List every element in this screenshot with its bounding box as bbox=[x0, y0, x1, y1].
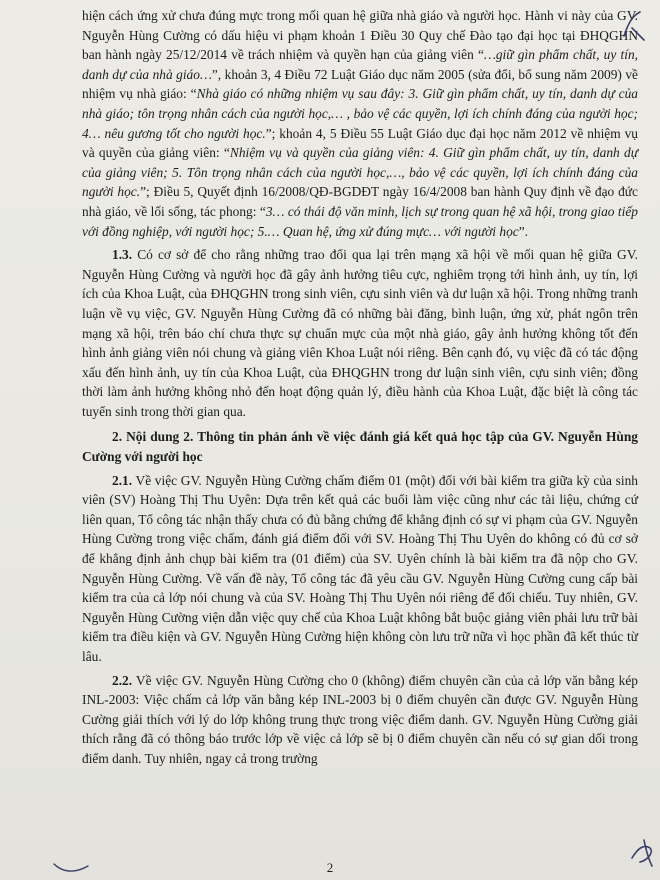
text-run: ”; khoản 4, 5 Điều 55 Luật Giáo dục đại học năm 2012 về nhiệm vụ và quyền của giảng viên: “ bbox=[82, 125, 638, 161]
section-heading-2 bbox=[82, 427, 638, 466]
text-run: 2.2. bbox=[112, 672, 133, 688]
text-run: Về việc GV. Nguyễn Hùng Cường cho 0 (không) điểm chuyên cần của cả lớp văn bằng kép INL-2003: Việc chấm cả lớp văn bằng kép INL-2003 bị 0 điểm chuyên cần được GV. Nguyễn Hùng Cường giải thích với lý do lớp không trung thực trong việc điểm danh. GV. Nguyễn Hùng Cường giải thích rằng đã có thông báo trước lớp về việc cả lớp sẽ bị 0 điểm chuyên cần nếu có sự gian dối trong điểm danh. Tuy nhiên, ngay cả trong trường bbox=[82, 672, 638, 766]
text-run: ”, khoản 3, 4 Điều 72 Luật Giáo dục năm 2005 (sửa đổi, bổ sung năm 2009) về nhiệm vụ nhà giáo: “ bbox=[82, 66, 638, 102]
text-run: 3… có thái độ văn minh, lịch sự trong quan hệ xã hội, trong giao tiếp với đồng nghiệp, với người học; 5.… Quan hệ, ứng xử đúng mực… với người học bbox=[82, 203, 638, 239]
document-body bbox=[82, 6, 638, 769]
paragraph-2-2 bbox=[82, 671, 638, 769]
text-run: 2. Nội dung 2. Thông tin phản ánh về việc đánh giá kết quả học tập của GV. Nguyễn Hùng Cường với người học bbox=[82, 429, 638, 465]
text-run: …giữ gìn phẩm chất, uy tín, danh dự của nhà giáo… bbox=[82, 47, 638, 82]
paragraph-1-3-continuation bbox=[82, 6, 638, 241]
text-run: ”; Điều 5, Quyết định 16/2008/QĐ-BGDĐT ngày 16/4/2008 ban hành Quy định về đạo đức nhà giáo, về lối sống, tác phong: “ bbox=[82, 184, 638, 219]
handwritten-mark-top-right bbox=[618, 6, 648, 46]
text-run: Có cơ sở để cho rằng những trao đổi qua lại trên mạng xã hội về mối quan hệ giữa GV. Nguyễn Hùng Cường và người học đã gây ảnh hưởng tiêu cực, nghiêm trọng tới hình ảnh, uy tín, lợi ích của Khoa Luật, của ĐHQGHN trong sinh viên, cựu sinh viên và dư luận xã hội. Trong những tranh luận về vụ việc, GV. Nguyễn Hùng Cường đã có những bài đăng, bình luận, ứng xử, phát ngôn trên mạng xã hội, trên báo chí chưa thực sự chuẩn mực của một nhà giáo, gây ảnh hưởng không tốt đến hình ảnh giảng viên nói chung và giảng viên Khoa Luật nói riêng. Bên cạnh đó, vụ việc đã có tác động xấu đến hình ảnh, uy tín của Khoa Luật, của ĐHQGHN trong dư luận sinh viên, cựu sinh viên; đồng thời làm ảnh hưởng không nhỏ đến hoạt động quản lý, điều hành của Khoa Luật, đặc biệt là công tác tuyển sinh trong thời gian qua. bbox=[82, 247, 638, 419]
paragraph-2-1 bbox=[82, 471, 638, 667]
text-run: 1.3. bbox=[112, 247, 133, 263]
text-run: ”. bbox=[518, 223, 529, 239]
text-run: Nhiệm vụ và quyền của giảng viên: 4. Giữ gìn phẩm chất, uy tín, danh dự của giảng viên; 5. Tôn trọng nhân cách của người học,…, bảo vệ các quyền, lợi ích chính đáng của người học. bbox=[82, 145, 639, 200]
text-run: Về việc GV. Nguyễn Hùng Cường chấm điểm 01 (một) đối với bài kiểm tra giữa kỳ của sinh viên (SV) Hoàng Thị Thu Uyên: Dựa trên kết quả các buổi làm việc cũng như các tài liệu, chứng cứ liên quan, Tổ công tác nhận thấy chưa có đủ bằng chứng để khẳng định có sự vi phạm của GV. Nguyễn Hùng Cường trong việc chấm, đánh giá điểm đối với SV. Hoàng Thị Thu Uyên do không có đủ cơ sở để khẳng định ảnh chụp bài kiểm tra (01 điểm) của SV. Uyên chính là bài kiểm tra đã nộp cho GV. Nguyễn Hùng Cường. Về vấn đề này, Tổ công tác đã yêu cầu GV. Nguyễn Hùng Cường cung cấp bài kiểm tra của cả lớp nói chung và của SV. Hoàng Thị Thu Uyên nói riêng để đối chiếu. Tuy nhiên, GV. Nguyễn Hùng Cường viện dẫn việc quy chế của Khoa Luật không bắt buộc giảng viên phải lưu trữ bài kiểm tra điều kiện và GV. Nguyễn Hùng Cường hiện không còn lưu trữ nữa vì học phần đã kết thúc từ lâu. bbox=[82, 472, 638, 664]
paragraph-1-3 bbox=[82, 245, 638, 421]
text-run: Nhà giáo có những nhiệm vụ sau đây: 3. Giữ gìn phẩm chất, uy tín, danh dự của nhà giáo; tôn trọng nhân cách của người học,… , bảo vệ các quyền, lợi ích chính đáng của người học; 4… nêu gương tốt cho người học. bbox=[82, 86, 638, 141]
text-run: 2.1. bbox=[112, 472, 133, 488]
page-number: 2 bbox=[326, 860, 334, 875]
text-run: hiện cách ứng xử chưa đúng mực trong mối quan hệ giữa nhà giáo và người học. Hành vi này của GV. Nguyễn Hùng Cường có dấu hiệu vi phạm khoản 1 Điều 30 Quy chế Đào tạo đại học tại ĐHQGHN ban hành ngày 25/12/2014 về trách nhiệm và quyền hạn của giảng viên “ bbox=[82, 8, 638, 63]
